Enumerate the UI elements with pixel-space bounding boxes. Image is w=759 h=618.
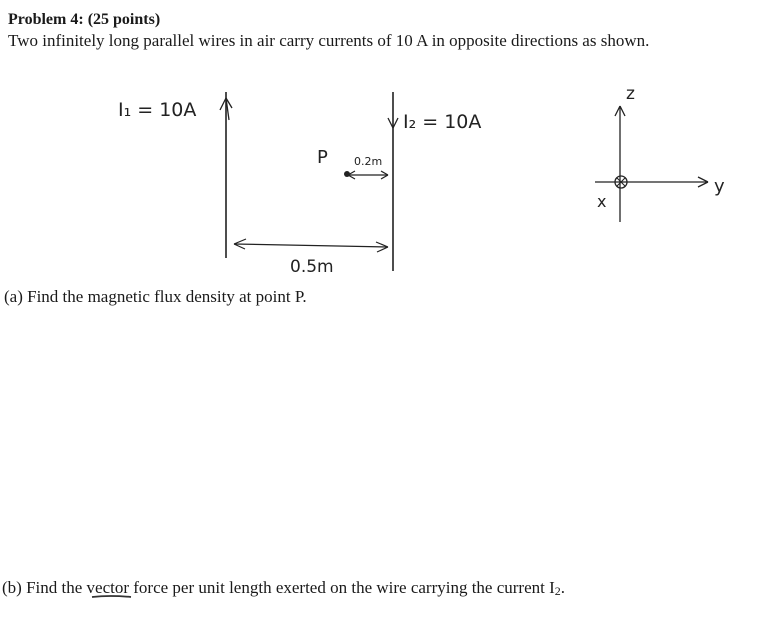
part-b-vector-word: vector [86, 578, 130, 597]
x-axis-label: x [597, 192, 607, 211]
part-b-suffix: . [560, 578, 566, 597]
question-part-a: (a) Find the magnetic flux density at point P. [4, 287, 307, 306]
wire-1-label: I₁ = 10A [118, 99, 197, 121]
separation-label: 0.5m [290, 257, 334, 277]
wire-2-label: I₂ = 10A [403, 111, 482, 133]
z-axis-label: z [626, 84, 635, 104]
y-axis-label: y [714, 176, 725, 197]
problem-statement: Two infinitely long parallel wires in air carry currents of 10 A in opposite directions as shown. [8, 31, 650, 50]
problem-title: Problem 4: (25 points) [8, 11, 161, 28]
part-b-middle: force per unit length exerted on the wire carrying the current I [129, 578, 555, 597]
part-b-prefix: (b) Find the [2, 578, 87, 597]
separation-arrow [234, 244, 388, 247]
distance-p-label: 0.2m [354, 155, 383, 168]
part-b-subscript: 2 [554, 584, 561, 598]
point-p-label: P [317, 147, 328, 168]
question-part-b [2, 577, 565, 602]
